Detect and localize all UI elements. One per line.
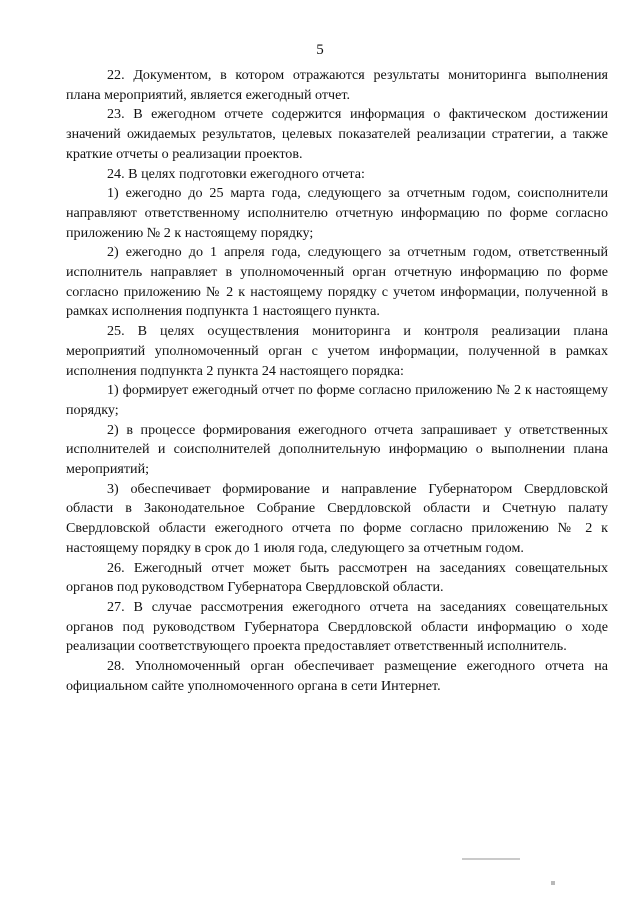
paragraph-27: 27. В случае рассмотрения ежегодного отчета на заседаниях совещательных органов под руководством Губернатора Свердловской области информацию о ходе реализации соответствующего проекта предоставляет ответственный исполнитель.	[66, 598, 608, 655]
paragraph-25-item-2: 2) в процессе формирования ежегодного отчета запрашивает у ответственных исполнителей и соисполнителей дополнительную информацию о выполнении плана мероприятий;	[66, 421, 608, 478]
document-body	[66, 66, 608, 697]
paragraph-28: 28. Уполномоченный орган обеспечивает размещение ежегодного отчета на официальном сайте уполномоченного органа в сети Интернет.	[66, 658, 608, 694]
paragraph-23: 23. В ежегодном отчете содержится информация о фактическом достижении значений ожидаемых результатов, целевых показателей реализации стратегии, а также краткие отчеты о реализации проектов.	[66, 106, 608, 162]
paragraph-25-item-1: 1) формирует ежегодный отчет по форме согласно приложению № 2 к настоящему порядку;	[66, 382, 608, 418]
paragraph-24-item-2: 2) ежегодно до 1 апреля года, следующего за отчетным годом, ответственный исполнитель направляет в уполномоченный орган отчетную информацию по форме согласно приложению № 2 к настоящему порядку с учетом информации, полученной в рамках исполнения подпункта 1 настоящего пункта.	[66, 244, 608, 320]
paragraph-22: 22. Документом, в котором отражаются результаты мониторинга выполнения плана мероприятий, является ежегодный отчет.	[66, 67, 608, 103]
paragraph-25-item-3: 3) обеспечивает формирование и направление Губернатором Свердловской области в Законодательное Собрание Свердловской области и Счетную палату Свердловской области ежегодного отчета по форме согласно приложению № 2 к настоящему порядку в срок до 1 июля года, следующего за отчетным годом.	[66, 480, 608, 556]
paragraph-25: 25. В целях осуществления мониторинга и контроля реализации плана мероприятий уполномоченный орган с учетом информации, полученной в рамках исполнения подпункта 2 пункта 24 настоящего порядка:	[66, 323, 608, 379]
page-number: 5	[316, 42, 324, 58]
paragraph-24-item-1: 1) ежегодно до 25 марта года, следующего за отчетным годом, соисполнители направляют ответственному исполнителю отчетную информацию по форме согласно приложению № 2 к настоящему порядку;	[66, 185, 608, 241]
scan-artifact-mark	[462, 858, 520, 860]
paragraph-26: 26. Ежегодный отчет может быть рассмотрен на заседаниях совещательных органов под руководством Губернатора Свердловской области.	[66, 559, 608, 596]
paragraph-24: 24. В целях подготовки ежегодного отчета:	[107, 165, 365, 182]
scan-artifact-dot	[551, 881, 555, 885]
